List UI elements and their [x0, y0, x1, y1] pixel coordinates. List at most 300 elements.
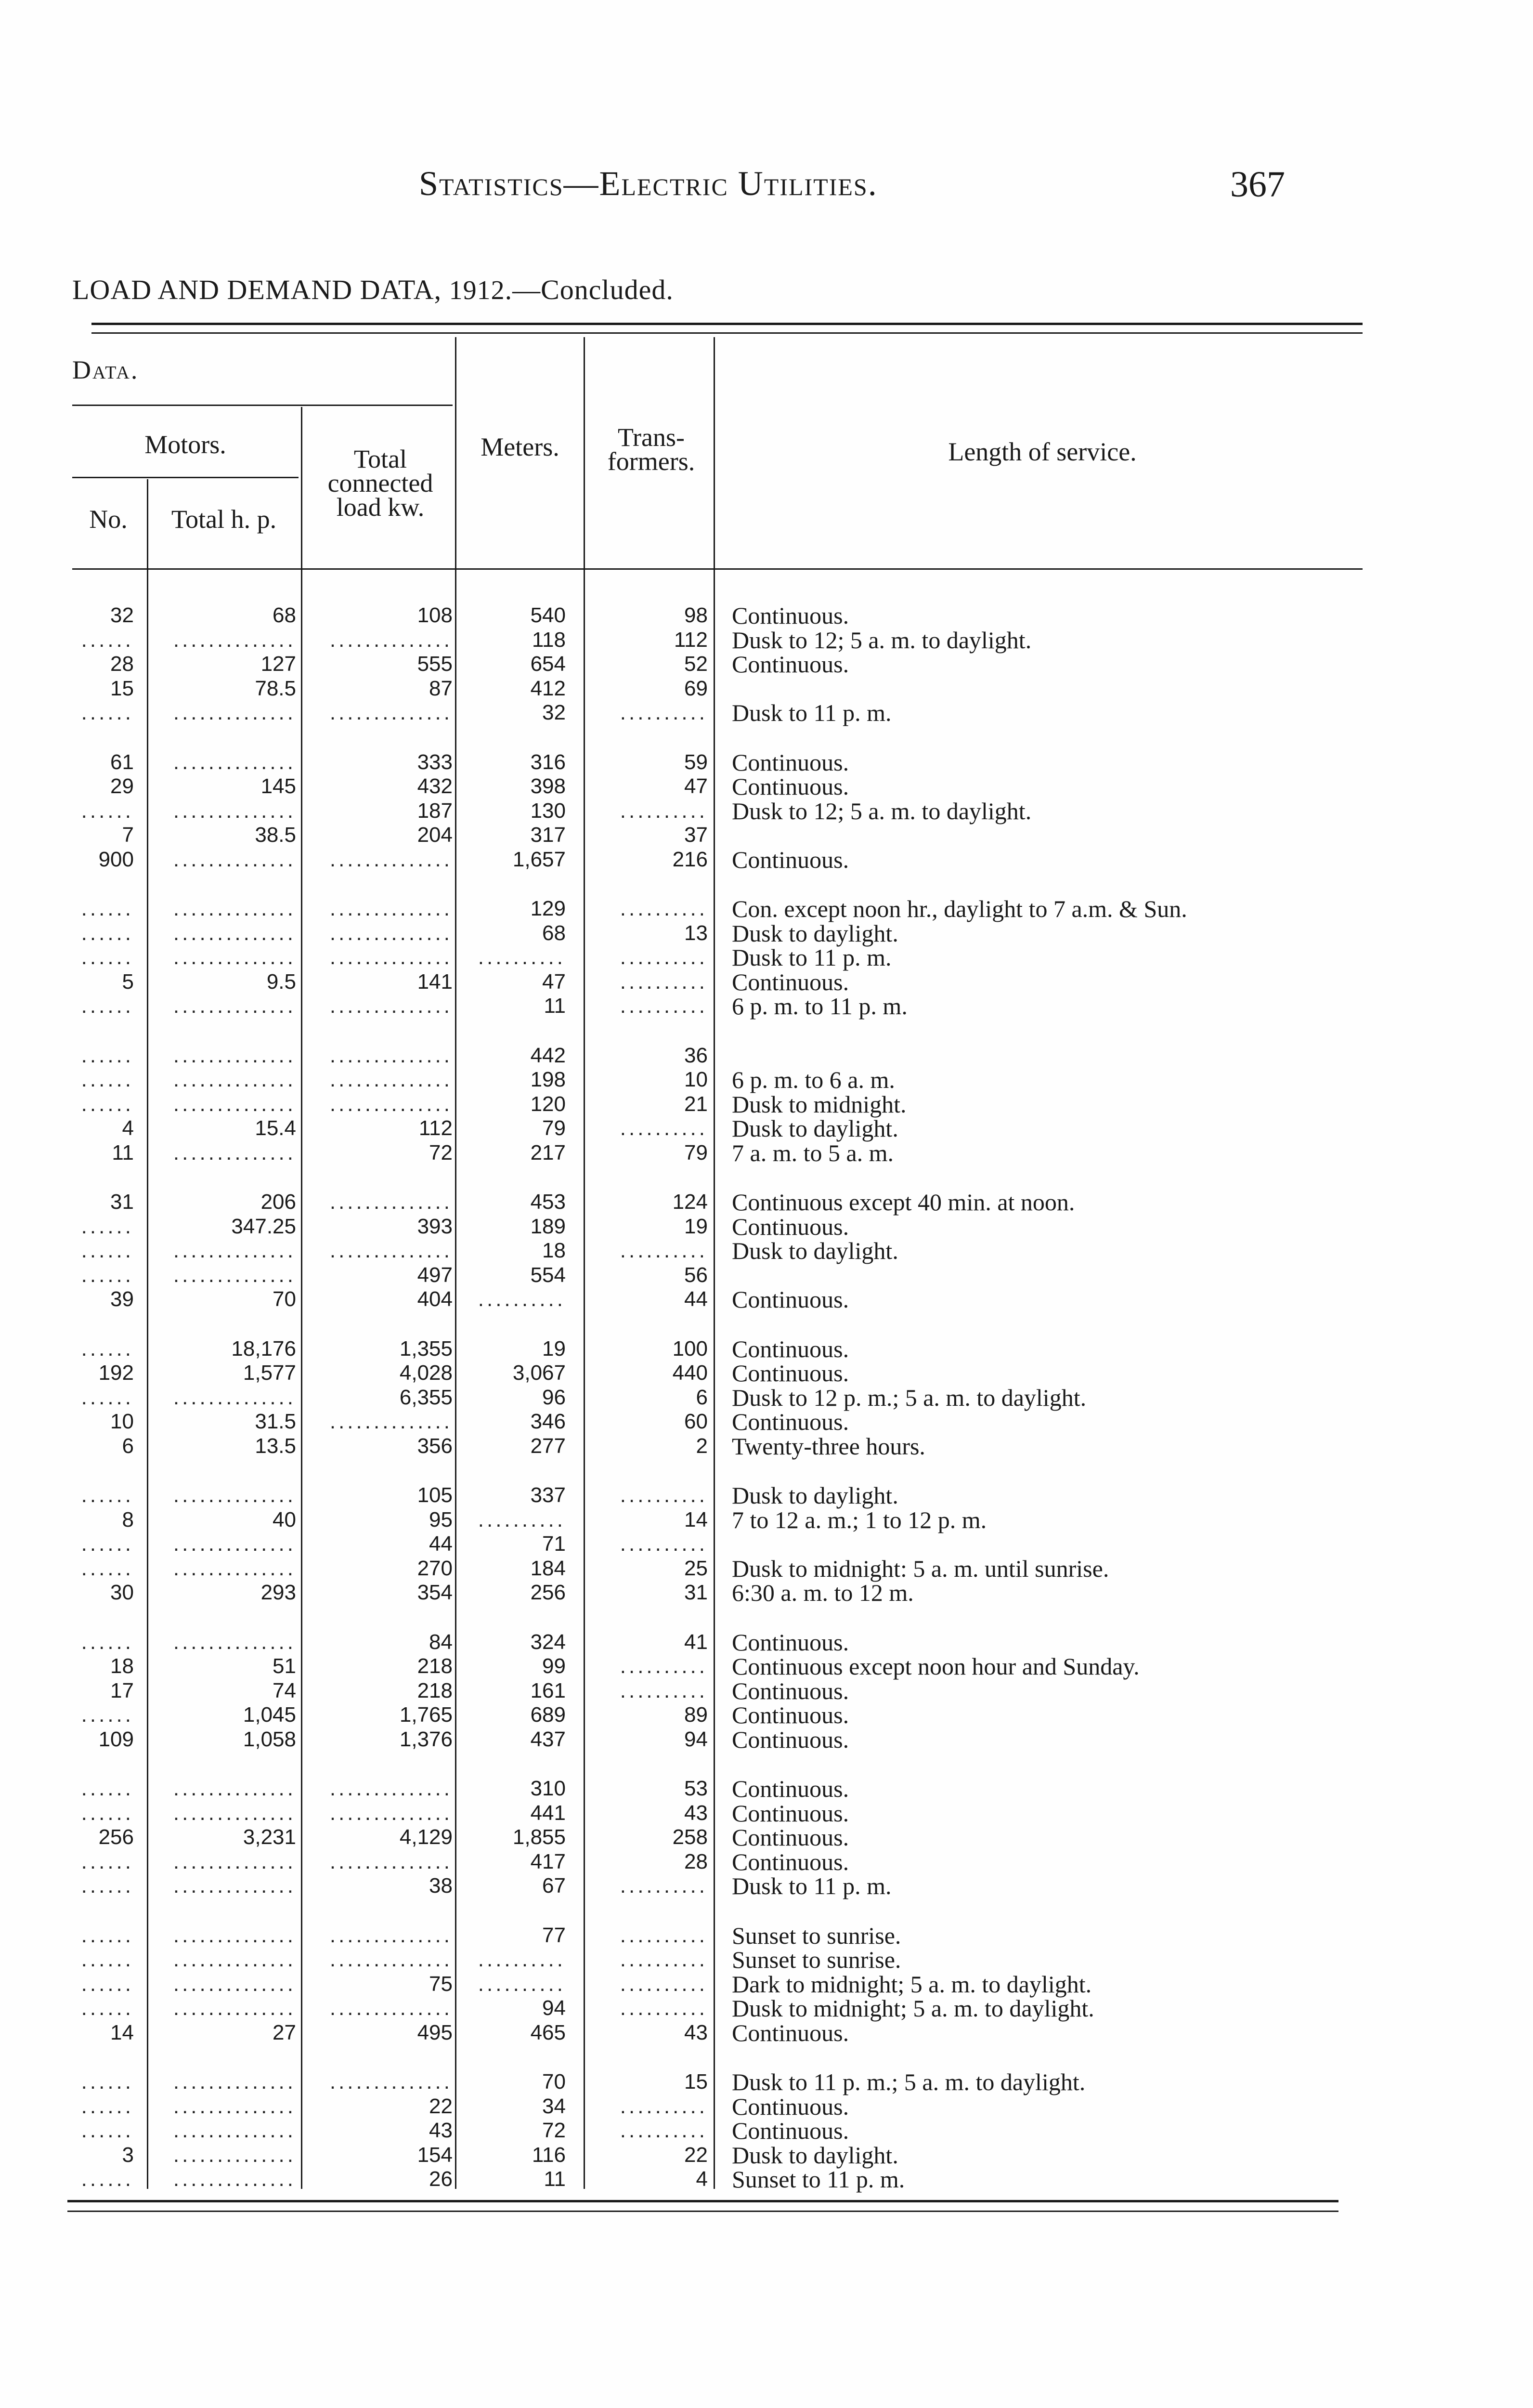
length-of-service-cell: Dusk to midnight: 5 a. m. until sunrise.: [732, 1555, 1109, 1582]
transformers-cell: ..........: [620, 1116, 708, 1140]
meters-cell: 47: [542, 969, 566, 994]
header-transformers-1: Trans-: [617, 423, 685, 452]
table-row: [0, 1556, 1533, 1581]
connected-load-cell: 4,129: [399, 1825, 453, 1849]
motor-hp-cell: 145: [260, 774, 296, 798]
meters-cell: 654: [530, 652, 566, 676]
transformers-cell: 14: [684, 1507, 708, 1531]
connected-load-cell: 1,355: [399, 1336, 453, 1361]
motor-hp-cell: ..............: [173, 1556, 296, 1580]
transformers-cell: 37: [684, 823, 708, 847]
length-of-service-cell: Sunset to sunrise.: [732, 1946, 901, 1973]
meters-cell: 441: [530, 1801, 566, 1825]
header-service: Length of service.: [948, 437, 1137, 466]
meters-cell: 11: [544, 2167, 566, 2191]
table-row: [0, 896, 1533, 921]
connected-load-cell: 22: [429, 2094, 453, 2118]
table-row: [0, 798, 1533, 824]
transformers-cell: 59: [684, 750, 708, 774]
meters-cell: 437: [530, 1727, 566, 1751]
motor-hp-cell: 1,577: [243, 1361, 296, 1385]
meters-cell: 324: [530, 1630, 566, 1654]
motor-hp-cell: 31.5: [255, 1410, 296, 1433]
transformers-cell: 6: [696, 1385, 708, 1409]
header-motor-hp: Total h. p.: [171, 505, 277, 534]
connected-load-cell: 218: [417, 1654, 453, 1678]
length-of-service-cell: Continuous.: [732, 1408, 849, 1435]
meters-cell: 316: [530, 750, 566, 774]
meters-cell: 116: [532, 2143, 566, 2167]
motor-no-cell: ......: [81, 1630, 134, 1654]
meters-cell: 1,657: [512, 847, 566, 871]
header-motor-no: No.: [89, 505, 128, 534]
motor-hp-cell: ..............: [173, 1483, 296, 1507]
connected-load-cell: 6,355: [399, 1385, 453, 1409]
length-of-service-cell: Con. except noon hr., daylight to 7 a.m. & Sun.: [732, 895, 1187, 922]
meters-cell: 198: [530, 1068, 566, 1091]
motor-hp-cell: ..............: [173, 2070, 296, 2094]
motor-hp-cell: 38.5: [255, 823, 296, 847]
connected-load-cell: ..............: [329, 701, 453, 724]
motor-no-cell: 31: [110, 1190, 134, 1214]
meters-cell: 337: [530, 1483, 566, 1507]
length-of-service-cell: Dusk to midnight.: [732, 1090, 907, 1118]
connected-load-cell: 356: [417, 1434, 453, 1458]
table-row: [0, 1043, 1533, 1068]
transformers-cell: 47: [684, 774, 708, 798]
motor-no-cell: 29: [110, 774, 134, 798]
motor-no-cell: 30: [110, 1581, 134, 1604]
meters-cell: 94: [542, 1996, 566, 2020]
table-row: [0, 2118, 1533, 2143]
meters-cell: 412: [530, 676, 566, 700]
transformers-cell: 21: [684, 1092, 708, 1116]
length-of-service-cell: Continuous.: [732, 1628, 849, 1656]
motor-hp-cell: 13.5: [255, 1434, 296, 1458]
transformers-cell: ..........: [620, 1874, 708, 1898]
connected-load-cell: 432: [417, 774, 453, 798]
length-of-service-cell: Continuous except 40 min. at noon.: [732, 1189, 1075, 1216]
table-row: [0, 774, 1533, 799]
connected-load-cell: ..............: [329, 1948, 453, 1971]
meters-cell: 3,067: [512, 1361, 566, 1385]
meters-cell: 161: [530, 1678, 566, 1702]
meters-cell: ..........: [478, 1948, 566, 1971]
motor-no-cell: 10: [110, 1410, 134, 1433]
table-title-main: LOAD AND DEMAND DATA,: [72, 274, 449, 305]
header-total-load-3: load kw.: [336, 493, 425, 522]
connected-load-cell: 555: [417, 652, 453, 676]
motor-no-cell: ......: [81, 1948, 134, 1971]
meters-cell: 32: [542, 701, 566, 724]
transformers-cell: ..........: [620, 1654, 708, 1678]
table-row: [0, 1214, 1533, 1239]
motor-no-cell: ......: [81, 1532, 134, 1556]
table-row: [0, 969, 1533, 995]
transformers-cell: 89: [684, 1703, 708, 1727]
motor-hp-cell: ..............: [173, 847, 296, 871]
length-of-service-cell: 7 to 12 a. m.; 1 to 12 p. m.: [732, 1506, 987, 1533]
table-row: [0, 1801, 1533, 1826]
length-of-service-cell: Continuous.: [732, 1335, 849, 1362]
length-of-service-cell: Continuous.: [732, 2117, 849, 2144]
meters-cell: 67: [542, 1874, 566, 1898]
connected-load-cell: ..............: [329, 1239, 453, 1262]
length-of-service-cell: Dusk to midnight; 5 a. m. to daylight.: [732, 1995, 1094, 2022]
transformers-cell: 440: [672, 1361, 708, 1385]
table-row: [0, 1190, 1533, 1215]
connected-load-cell: 4,028: [399, 1361, 453, 1385]
motor-hp-cell: ..............: [173, 1801, 296, 1825]
motor-no-cell: 256: [98, 1825, 134, 1849]
connected-load-cell: 141: [417, 969, 453, 994]
table-row: [0, 1507, 1533, 1532]
transformers-cell: ..........: [620, 1972, 708, 1996]
motor-no-cell: 900: [98, 847, 134, 871]
motor-no-cell: ......: [81, 1214, 134, 1238]
length-of-service-cell: Continuous.: [732, 1701, 849, 1728]
table-row: [0, 823, 1533, 848]
meters-cell: 68: [542, 921, 566, 945]
length-of-service-cell: Continuous.: [732, 1799, 849, 1827]
length-of-service-cell: 6:30 a. m. to 12 m.: [732, 1579, 914, 1606]
meters-cell: 18: [542, 1239, 566, 1262]
length-of-service-cell: Continuous.: [732, 1775, 849, 1802]
length-of-service-cell: Dusk to daylight.: [732, 1115, 898, 1142]
header-motors: Motors.: [144, 430, 226, 459]
transformers-cell: 60: [684, 1410, 708, 1433]
motor-hp-cell: 51: [273, 1654, 296, 1678]
transformers-cell: 112: [674, 628, 708, 652]
transformers-cell: ..........: [620, 798, 708, 823]
motor-no-cell: ......: [81, 628, 134, 652]
motor-no-cell: ......: [81, 1336, 134, 1361]
meters-cell: 184: [530, 1556, 566, 1580]
transformers-cell: ..........: [620, 1678, 708, 1702]
transformers-cell: ..........: [620, 1532, 708, 1556]
bottom-rule-1: [67, 2200, 1338, 2202]
motor-no-cell: 8: [122, 1507, 134, 1531]
meters-cell: 417: [530, 1849, 566, 1873]
table-row: [0, 1678, 1533, 1703]
connected-load-cell: 270: [417, 1556, 453, 1580]
motor-no-cell: ......: [81, 2167, 134, 2191]
length-of-service-cell: [732, 823, 1387, 848]
length-of-service-cell: Twenty-three hours.: [732, 1432, 925, 1460]
table-row: [0, 1947, 1533, 1972]
motor-hp-cell: 127: [260, 652, 296, 676]
length-of-service-cell: Sunset to 11 p. m.: [732, 2166, 905, 2193]
motor-hp-cell: 293: [260, 1581, 296, 1604]
motor-no-cell: 39: [110, 1287, 134, 1311]
transformers-cell: 28: [684, 1849, 708, 1873]
connected-load-cell: 43: [429, 2119, 453, 2142]
meters-cell: 346: [530, 1410, 566, 1433]
motor-no-cell: 61: [110, 750, 134, 774]
length-of-service-cell: Continuous.: [732, 1360, 849, 1387]
connected-load-cell: ..............: [329, 1410, 453, 1433]
meters-cell: ..........: [478, 945, 566, 969]
table-row: [0, 2020, 1533, 2045]
motor-hp-cell: ..............: [173, 1092, 296, 1116]
transformers-cell: 100: [672, 1336, 708, 1361]
motor-hp-cell: ..............: [173, 1948, 296, 1971]
table-row: [0, 1092, 1533, 1117]
transformers-cell: ..........: [620, 2094, 708, 2118]
length-of-service-cell: [732, 1531, 1387, 1557]
table-row: [0, 603, 1533, 628]
meters-cell: 689: [530, 1703, 566, 1727]
motor-no-cell: ......: [81, 1068, 134, 1091]
connected-load-cell: 354: [417, 1581, 453, 1604]
motor-no-cell: ......: [81, 2094, 134, 2118]
meters-cell: 217: [530, 1140, 566, 1165]
table-row: [0, 1287, 1533, 1312]
meters-cell: 77: [542, 1923, 566, 1947]
table-row: [0, 1336, 1533, 1361]
transformers-cell: 2: [696, 1434, 708, 1458]
meters-cell: ..........: [478, 1507, 566, 1531]
connected-load-cell: ..............: [329, 1068, 453, 1091]
meters-cell: 277: [530, 1434, 566, 1458]
connected-load-cell: ..............: [329, 1849, 453, 1873]
motor-no-cell: 6: [122, 1434, 134, 1458]
transformers-cell: ..........: [620, 1948, 708, 1971]
connected-load-cell: 95: [429, 1507, 453, 1531]
motor-no-cell: ......: [81, 1703, 134, 1727]
motor-hp-cell: ..............: [173, 1043, 296, 1067]
table-row: [0, 945, 1533, 970]
meters-cell: 1,855: [512, 1825, 566, 1849]
table-row: [0, 652, 1533, 677]
length-of-service-cell: Dusk to 12; 5 a. m. to daylight.: [732, 626, 1032, 654]
motor-no-cell: ......: [81, 1777, 134, 1800]
motor-hp-cell: ..............: [173, 2094, 296, 2118]
connected-load-cell: 108: [417, 603, 453, 627]
length-of-service-cell: 6 p. m. to 11 p. m.: [732, 993, 908, 1020]
motor-hp-cell: ..............: [173, 1874, 296, 1898]
length-of-service-cell: Dusk to daylight.: [732, 1237, 898, 1264]
transformers-cell: 53: [684, 1777, 708, 1800]
meters-cell: 398: [530, 774, 566, 798]
table-row: [0, 2069, 1533, 2094]
length-of-service-cell: Dusk to daylight.: [732, 919, 898, 947]
length-of-service-cell: [732, 1263, 1387, 1288]
header-transformers-2: formers.: [607, 447, 695, 476]
transformers-cell: ..........: [620, 1996, 708, 2020]
motor-no-cell: 7: [122, 823, 134, 847]
transformers-cell: ..........: [620, 994, 708, 1018]
header-total-load-1: Total: [353, 445, 407, 473]
meters-cell: 310: [530, 1777, 566, 1800]
motor-hp-cell: ..............: [173, 2167, 296, 2191]
motor-no-cell: 5: [122, 969, 134, 994]
motor-hp-cell: 70: [273, 1287, 296, 1311]
connected-load-cell: ..............: [329, 628, 453, 652]
motor-hp-cell: ..............: [173, 1239, 296, 1262]
meters-cell: 34: [542, 2094, 566, 2118]
table-row: [0, 1434, 1533, 1459]
table-row: [0, 1116, 1533, 1141]
length-of-service-cell: Continuous.: [732, 651, 849, 678]
transformers-cell: 10: [684, 1068, 708, 1091]
motor-hp-cell: ..............: [173, 750, 296, 774]
connected-load-cell: 26: [429, 2167, 453, 2191]
table-row: [0, 1923, 1533, 1948]
motor-hp-cell: ..............: [173, 1068, 296, 1091]
motor-no-cell: ......: [81, 1385, 134, 1409]
length-of-service-cell: Dusk to daylight.: [732, 2141, 898, 2169]
table-row: [0, 750, 1533, 775]
motor-no-cell: ......: [81, 1923, 134, 1947]
table-row: [0, 1727, 1533, 1752]
meters-cell: 129: [530, 897, 566, 920]
table-title-rest: .—Concluded.: [505, 274, 674, 305]
meters-cell: 118: [532, 628, 566, 652]
motor-no-cell: ......: [81, 701, 134, 724]
transformers-cell: ..........: [620, 969, 708, 994]
length-of-service-cell: Continuous.: [732, 773, 849, 800]
table-row: [0, 1580, 1533, 1605]
connected-load-cell: 105: [417, 1483, 453, 1507]
motor-hp-cell: ..............: [173, 945, 296, 969]
connected-load-cell: 495: [417, 2020, 453, 2044]
meters-cell: ..........: [478, 1287, 566, 1311]
connected-load-cell: 497: [417, 1263, 453, 1287]
motor-no-cell: 192: [98, 1361, 134, 1385]
motor-no-cell: 17: [110, 1678, 134, 1702]
table-row: [0, 1996, 1533, 2021]
motor-no-cell: ......: [81, 1849, 134, 1873]
motor-no-cell: 15: [110, 676, 134, 700]
length-of-service-cell: Dusk to 11 p. m.: [732, 1872, 892, 1899]
connected-load-cell: 44: [429, 1532, 453, 1556]
table-row: [0, 1361, 1533, 1386]
meters-cell: 96: [542, 1385, 566, 1409]
header-meters: Meters.: [481, 432, 559, 461]
motor-no-cell: 28: [110, 652, 134, 676]
motor-no-cell: ......: [81, 1996, 134, 2020]
table-row: [0, 676, 1533, 701]
transformers-cell: 13: [684, 921, 708, 945]
table-row: [0, 1483, 1533, 1508]
transformers-cell: 258: [672, 1825, 708, 1849]
header-total-load-2: connected: [327, 469, 433, 497]
running-title: Statistics—Electric Utilities.: [419, 164, 878, 203]
table-row: [0, 1776, 1533, 1801]
page-number: 367: [1230, 164, 1285, 205]
header-data-group: Data.: [72, 355, 139, 384]
motor-no-cell: ......: [81, 1801, 134, 1825]
motor-hp-cell: ..............: [173, 1630, 296, 1654]
connected-load-cell: ..............: [329, 1801, 453, 1825]
meters-cell: 453: [530, 1190, 566, 1214]
motor-no-cell: ......: [81, 1263, 134, 1287]
table-row: [0, 1873, 1533, 1898]
motor-hp-cell: 18,176: [231, 1336, 296, 1361]
connected-load-cell: 84: [429, 1630, 453, 1654]
table-row: [0, 1238, 1533, 1263]
meters-cell: 71: [542, 1532, 566, 1556]
connected-load-cell: 1,765: [399, 1703, 453, 1727]
length-of-service-cell: Continuous.: [732, 1213, 849, 1240]
meters-cell: 442: [530, 1043, 566, 1067]
table-row: [0, 1263, 1533, 1288]
motor-hp-cell: ..............: [173, 701, 296, 724]
motor-hp-cell: ..............: [173, 1777, 296, 1800]
table-title-year: 1912: [449, 275, 505, 305]
length-of-service-cell: Continuous.: [732, 1286, 849, 1313]
transformers-cell: 124: [672, 1190, 708, 1214]
meters-cell: 19: [542, 1336, 566, 1361]
meters-cell: 120: [530, 1092, 566, 1116]
motor-hp-cell: ..............: [173, 1849, 296, 1873]
table-row: [0, 1140, 1533, 1165]
length-of-service-cell: [732, 1043, 1387, 1068]
transformers-cell: 43: [684, 2020, 708, 2044]
motor-no-cell: 3: [122, 2143, 134, 2167]
motor-no-cell: 11: [112, 1140, 134, 1165]
transformers-cell: 52: [684, 652, 708, 676]
motor-no-cell: ......: [81, 2070, 134, 2094]
connected-load-cell: 1,376: [399, 1727, 453, 1751]
length-of-service-cell: Continuous.: [732, 1848, 849, 1875]
table-row: [0, 1972, 1533, 1997]
length-of-service-cell: Dark to midnight; 5 a. m. to daylight.: [732, 1970, 1092, 1998]
table-row: [0, 1702, 1533, 1727]
meters-cell: 99: [542, 1654, 566, 1678]
transformers-cell: ..........: [620, 1483, 708, 1507]
transformers-cell: ..........: [620, 945, 708, 969]
transformers-cell: 94: [684, 1727, 708, 1751]
motor-hp-cell: 27: [273, 2020, 296, 2044]
motor-no-cell: ......: [81, 1239, 134, 1262]
connected-load-cell: ..............: [329, 847, 453, 871]
length-of-service-cell: Sunset to sunrise.: [732, 1922, 901, 1949]
connected-load-cell: ..............: [329, 1043, 453, 1067]
length-of-service-cell: Continuous.: [732, 602, 849, 629]
transformers-cell: ..........: [620, 1239, 708, 1262]
length-of-service-cell: Dusk to 11 p. m.: [732, 699, 892, 726]
motor-hp-cell: 1,045: [243, 1703, 296, 1727]
motor-no-cell: 18: [110, 1654, 134, 1678]
connected-load-cell: ..............: [329, 921, 453, 945]
connected-load-cell: 87: [429, 676, 453, 700]
table-row: [0, 847, 1533, 872]
motor-no-cell: ......: [81, 1483, 134, 1507]
table-row: [0, 2094, 1533, 2119]
length-of-service-cell: Continuous.: [732, 1726, 849, 1753]
connected-load-cell: 393: [417, 1214, 453, 1238]
transformers-cell: 36: [684, 1043, 708, 1067]
motor-hp-cell: ..............: [173, 628, 296, 652]
connected-load-cell: 404: [417, 1287, 453, 1311]
motor-no-cell: ......: [81, 1972, 134, 1996]
transformers-cell: 43: [684, 1801, 708, 1825]
length-of-service-cell: Continuous.: [732, 846, 849, 873]
motor-no-cell: ......: [81, 2119, 134, 2142]
connected-load-cell: 204: [417, 823, 453, 847]
motor-hp-cell: 3,231: [243, 1825, 296, 1849]
table-row: [0, 1531, 1533, 1557]
connected-load-cell: ..............: [329, 1190, 453, 1214]
transformers-cell: 79: [684, 1140, 708, 1165]
transformers-cell: ..........: [620, 1923, 708, 1947]
transformers-cell: ..........: [620, 2119, 708, 2142]
motor-hp-cell: ..............: [173, 1972, 296, 1996]
motor-no-cell: ......: [81, 1556, 134, 1580]
motor-hp-cell: ..............: [173, 921, 296, 945]
